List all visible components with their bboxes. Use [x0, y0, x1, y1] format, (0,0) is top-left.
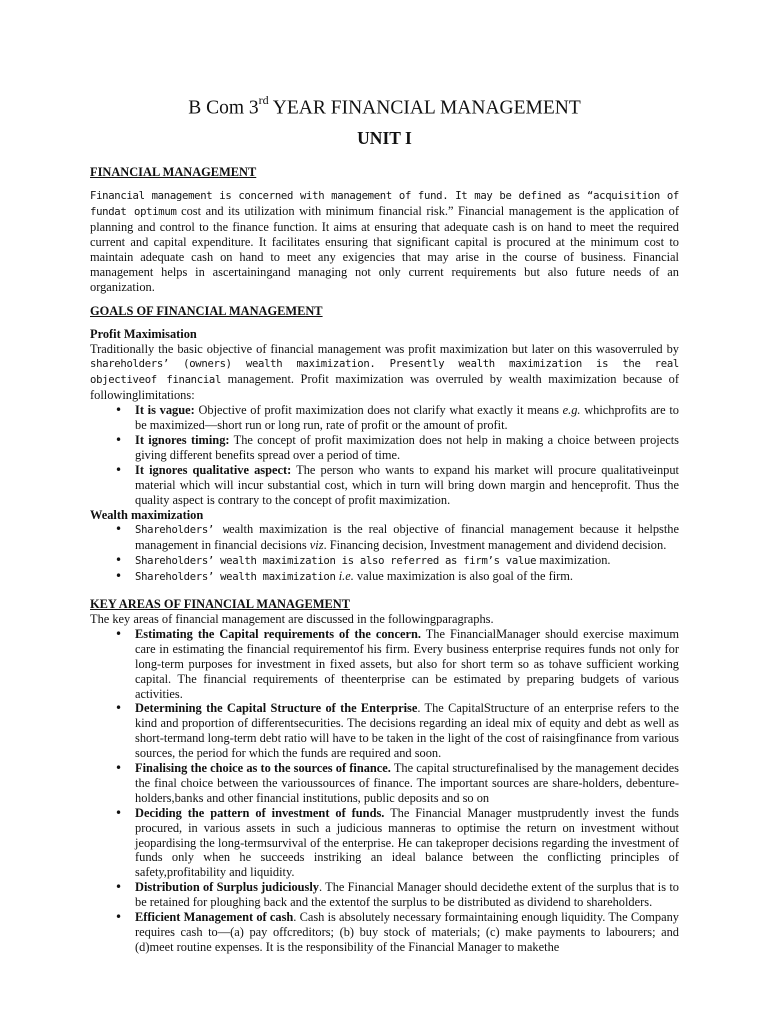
mono-text: Financial management is concerned with management of fund. It may be defined as “acquisition of fundat optimum — [90, 190, 679, 219]
list-item — [90, 806, 679, 881]
item-italic: viz — [309, 538, 324, 553]
key-areas-list — [90, 627, 679, 955]
item-text: Objective of profit maximization does not clarify what exactly it means — [194, 403, 563, 418]
item-italic: e.g. — [562, 403, 581, 418]
profit-intro-paragraph — [90, 342, 679, 404]
list-item — [90, 403, 679, 433]
list-item — [90, 522, 679, 553]
item-text: maximization. — [536, 553, 611, 568]
document-title — [90, 89, 679, 122]
item-bold: Determining the Capital Structure of the Enterprise — [135, 701, 418, 716]
title-text: B Com 3 — [188, 97, 259, 119]
limitations-list — [90, 403, 679, 507]
item-bold: Estimating the Capital requirements of the concern. — [135, 626, 421, 641]
subheading-profit-maximisation: Profit Maximisation — [90, 326, 197, 341]
section-heading-key-areas: KEY AREAS OF FINANCIAL MANAGEMENT — [90, 597, 350, 612]
item-bold: Finalising the choice as to the sources of finance. — [135, 761, 391, 776]
item-text: The concept of profit maximization does not help in making a choice between projects giving different benefits spread over a period of time. — [135, 433, 680, 462]
item-text: The person who wants to expand his market will procure qualitativeinput material which will incur substantial cost, which in turn will bring down margin and henceprofit. Thus the quality aspect is contrary to the concept of profit maximization. — [135, 462, 679, 507]
list-item — [90, 701, 679, 761]
key-areas-intro: The key areas of financial management are discussed in the followingparagraphs. — [90, 611, 494, 626]
item-bold: Distribution of Surplus judiciously — [135, 880, 319, 895]
title-text-rest: YEAR FINANCIAL MANAGEMENT — [268, 97, 581, 119]
item-bold: It ignores timing: — [135, 433, 230, 447]
item-text: ealth maximization is the real objective of financial management because it helpsthe management in financial decisions — [135, 522, 679, 553]
item-text-end: value maximization is also goal of the firm. — [353, 569, 574, 584]
wealth-list — [90, 522, 679, 585]
list-item — [90, 627, 679, 702]
section-heading-financial-management: FINANCIAL MANAGEMENT — [90, 164, 257, 179]
list-item — [90, 761, 679, 806]
item-bold: Deciding the pattern of investment of funds. — [135, 805, 385, 820]
item-text-end: . Financing decision, Investment management and dividend decision. — [323, 538, 667, 553]
section-heading-goals: GOALS OF FINANCIAL MANAGEMENT — [90, 303, 323, 318]
item-bold: It is vague: — [135, 403, 195, 418]
item-mono: Shareholders’ w — [135, 524, 230, 537]
item-text: . The Financial Manager should decidethe extent of the surplus that is to be retained for ploughing back and the extentof the surplus to be distributed as dividend to shareholders. — [135, 880, 679, 910]
item-mono: Shareholders’ wealth maximization — [135, 571, 336, 584]
item-text: The capital structurefinalised by the management decides the final choice between the varioussources of finance. The important sources are share-holders, debenture-holders,banks and other financial institutions, public deposits and so on — [135, 761, 680, 805]
intro-text-end: management. Profit maximization was overruled by wealth maximization because of followinglimitations: — [90, 372, 679, 403]
item-text-end: whichprofits are to be maximized—short run or long run, rate of profit or the amount of profit. — [135, 403, 680, 433]
item-text: . The CapitalStructure of an enterprise refers to the kind and proportion of differentsecurities. The decisions regarding an ideal mix of equity and debt as well as short-termand long-term debt ratio will have to be taken in the light of the cost of raisingfinance from various sources, the period for which the funds are required and soon. — [135, 701, 679, 761]
document-content — [90, 89, 679, 955]
item-italic: i.e. — [338, 569, 354, 584]
item-text: The Financial Manager mustprudently invest the funds procured, in various assets in such a judicious manneras to optimise the return on investment without jeopardising the long-termsurvival of the enterprise. He can takeproper decisions regarding the investment of funds only when he succeeds instriking an ideal balance between the conflicting principles of safety,profitability and liquidity. — [135, 805, 679, 880]
item-bold: Efficient Management of cash — [135, 910, 294, 925]
list-item — [90, 880, 679, 910]
list-item — [90, 569, 679, 585]
list-item — [90, 553, 679, 569]
intro-mono-text: shareholders’ (owners) wealth maximization. Presently wealth maximization is the real objectiveof financial — [90, 358, 679, 387]
intro-text: Traditionally the basic objective of financial management was profit maximization but later on this wasoverruled by — [90, 341, 679, 356]
item-text: The FinancialManager should exercise maximum care in estimating the financial requirementof his firm. Every business enterprise requires funds not only for long-term purposes for investment in fixed assets, but also for short term so as tohave sufficient working capital. The financial requirements of theenterprise can be estimated by preparing budgets of various activities. — [135, 626, 679, 701]
item-bold: It ignores qualitative aspect: — [135, 462, 292, 477]
list-item — [90, 433, 679, 463]
item-text: . Cash is absolutely necessary formaintaining enough liquidity. The Company requires cash to—(a) pay offcreditors; (b) buy stock of materials; (c) make payments to labourers; and (d)meet routine expenses. It is the responsibility of the Financial Manager to makethe — [135, 910, 679, 954]
subheading-wealth-maximization: Wealth maximization — [90, 507, 204, 522]
unit-heading: UNIT I — [357, 127, 412, 148]
title-superscript: rd — [258, 93, 269, 107]
list-item — [90, 463, 679, 508]
financial-management-paragraph — [90, 188, 679, 294]
paragraph-text: cost and its utilization with minimum financial risk.” Financial management is the application of planning and control to the finance function. It aims at ensuring that adequate cash is on hand to meet the required current and capital expenditure. It facilitates ensuring that significant capital is procured at the minimum cost to maintain adequate cash on hand to meet any exigencies that may arise in the course of business. Financial management helps in ascertainingand managing not only current requirements but also future needs of an organization. — [90, 204, 679, 294]
item-mono: Shareholders’ wealth maximization is also referred as firm’s value — [135, 555, 537, 568]
list-item — [90, 910, 679, 955]
